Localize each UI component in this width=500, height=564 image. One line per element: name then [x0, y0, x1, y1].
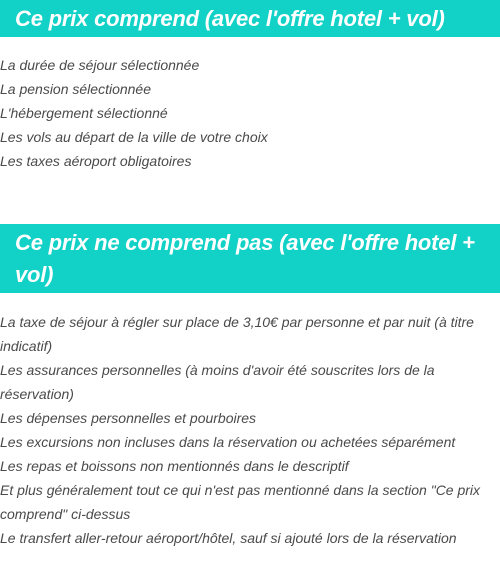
- list-item: Les repas et boissons non mentionnés dans le descriptif: [0, 458, 349, 474]
- list-item: L'hébergement sélectionné: [0, 105, 168, 121]
- list-item: Les taxes aéroport obligatoires: [0, 153, 192, 169]
- list-item: La taxe de séjour à régler sur place de 3,10€ par personne et par nuit (à titre indicatif): [0, 314, 474, 354]
- list-item: Et plus généralement tout ce qui n'est pas mentionné dans la section "Ce prix comprend" ci-dessus: [0, 482, 481, 522]
- price-excludes-section: [0, 224, 500, 550]
- list-item: Les assurances personnelles (à moins d'avoir été souscrites lors de la réservation): [0, 362, 435, 402]
- list-item: Les dépenses personnelles et pourboires: [0, 410, 257, 426]
- price-excludes-heading: Ce prix ne comprend pas (avec l'offre hotel + vol): [0, 224, 500, 293]
- list-item: La pension sélectionnée: [0, 81, 152, 97]
- price-includes-section: [0, 0, 500, 173]
- list-item: La durée de séjour sélectionnée: [0, 57, 200, 73]
- price-includes-heading: Ce prix comprend (avec l'offre hotel + vol): [0, 0, 500, 37]
- price-excludes-list: [0, 293, 500, 550]
- list-item: Les excursions non incluses dans la réservation ou achetées séparément: [0, 434, 456, 450]
- list-item: Le transfert aller-retour aéroport/hôtel, sauf si ajouté lors de la réservation: [0, 530, 457, 546]
- list-item: Les vols au départ de la ville de votre choix: [0, 129, 268, 145]
- price-includes-list: [0, 37, 500, 173]
